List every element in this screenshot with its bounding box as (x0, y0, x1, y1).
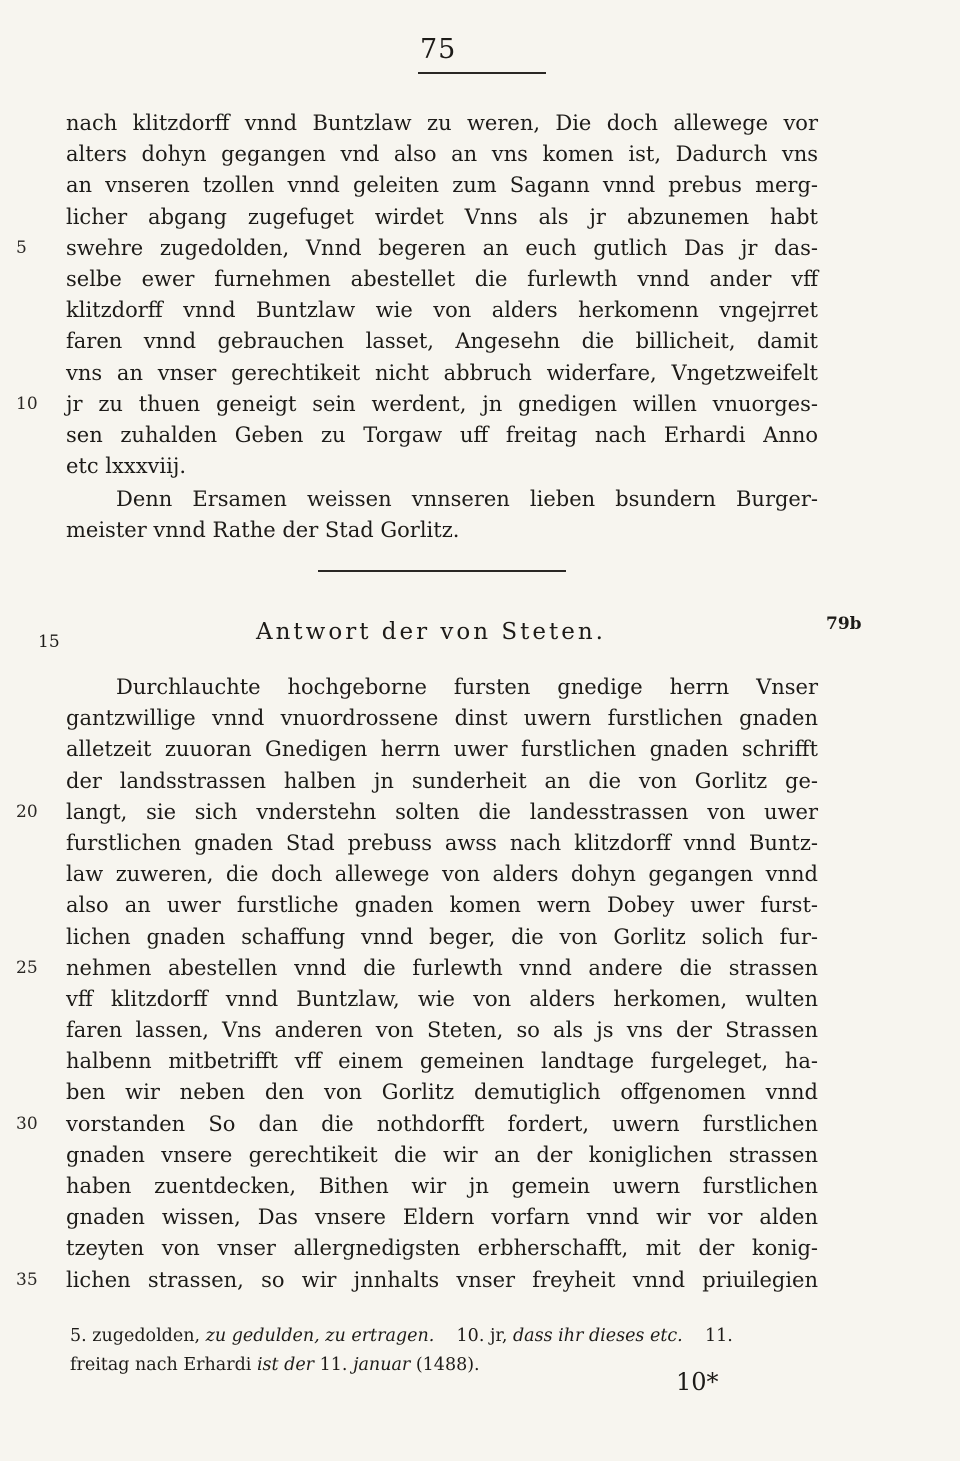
line-text: lichen gnaden schaffung vnnd beger, die von Gorlitz solich fur- (66, 924, 818, 949)
footnote-year: (1488). (415, 1355, 480, 1375)
line-text: sen zuhalden Geben zu Torgaw uff freitag nach Erhardi Anno (66, 422, 818, 447)
line-text: lichen strassen, so wir jnnhalts vnser freyheit vnnd priuilegien (66, 1267, 818, 1292)
line-text: gnaden vnsere gerechtikeit die wir an der koniglichen strassen (66, 1142, 818, 1167)
line-text: langt, sie sich vnderstehn solten die landesstrassen von uwer (66, 799, 818, 824)
line-text: faren lassen, Vns anderen von Steten, so als js vns der Strassen (66, 1018, 818, 1043)
line-text: nach klitzdorff vnnd Buntzlaw zu weren, Die doch allewege vor (66, 111, 818, 135)
line-text: halbenn mitbetrifft vff einem gemeinen landtage furgeleget, ha- (66, 1049, 818, 1074)
text-line (66, 1140, 818, 1171)
text-line (66, 1233, 818, 1264)
line-text: vff klitzdorff vnnd Buntzlaw, wie von alders herkomen, wulten (66, 986, 818, 1011)
line-text: ben wir neben den von Gorlitz demutiglich offgenomen vnnd (66, 1080, 818, 1105)
text-line (66, 295, 818, 326)
line-text: licher abgang zugefuget wirdet Vnns als jr abzunemen habt (66, 204, 818, 229)
footnote-date: 11. (319, 1355, 348, 1375)
footnote-label: 10. (456, 1326, 485, 1346)
line-number: 20 (16, 801, 38, 822)
line-number: 10 (16, 393, 38, 414)
text-line (66, 672, 818, 703)
footnote-word: zugedolden, (92, 1326, 201, 1346)
line-text: alletzeit zuuoran Gnedigen herrn uwer furstlichen gnaden schrifft (66, 737, 818, 762)
footnote-gloss: ist der (256, 1355, 315, 1375)
text-line (66, 734, 818, 765)
line-text: selbe ewer furnehmen abestellet die furlewth vnnd ander vff (66, 266, 818, 291)
line-text: vns an vnser gerechtikeit nicht abbruch widerfare, Vngetzweifelt (66, 360, 818, 385)
line-text: klitzdorff vnnd Buntzlaw wie von alders herkomenn vngejrret (66, 298, 818, 323)
section-separator (318, 570, 566, 572)
line-text: an vnseren tzollen vnnd geleiten zum Sagann vnnd prebus merg- (66, 173, 818, 198)
footnote-label: 5. (70, 1326, 87, 1346)
text-line (16, 953, 818, 984)
line-number: 25 (16, 957, 38, 978)
text-line (16, 1109, 818, 1140)
text-line (16, 797, 818, 828)
text-line (66, 139, 818, 170)
footnote-gloss: zu gedulden, zu ertragen. (205, 1326, 435, 1346)
line-text: tzeyten von vnser allergnedigsten erbherschafft, mit der konig- (66, 1236, 818, 1261)
line-text: gantzwillige vnnd vnuordrossene dinst uwern furstlichen gnaden (66, 706, 818, 731)
text-line (66, 766, 818, 797)
text-line (66, 420, 818, 451)
text-line (66, 1171, 818, 1202)
text-line (66, 108, 818, 139)
line-text: der landsstrassen halben jn sunderheit an die von Gorlitz ge- (66, 768, 818, 793)
address-block (66, 484, 818, 546)
line-number: 35 (16, 1269, 38, 1290)
footnote-label: 11. (705, 1326, 733, 1346)
text-line (66, 984, 818, 1015)
text-line (66, 202, 818, 233)
footnote-gloss: dass ihr dieses etc. (512, 1326, 683, 1346)
text-line (66, 1202, 818, 1233)
text-line (66, 451, 818, 482)
line-text: gnaden wissen, Das vnsere Eldern vorfarn vnnd wir vor alden (66, 1205, 818, 1230)
text-line (16, 233, 818, 264)
footnote-word: freitag nach Erhardi (70, 1355, 252, 1375)
text-line (66, 170, 818, 201)
footnote-word: jr, (489, 1326, 508, 1346)
text-line (66, 1046, 818, 1077)
line-text: haben zuentdecken, Bithen wir jn gemein uwern furstlichen (66, 1174, 818, 1198)
text-line (66, 828, 818, 859)
text-line (66, 1077, 818, 1108)
line-number: 5 (16, 237, 27, 258)
text-line (16, 1265, 818, 1296)
footnote-line (70, 1322, 822, 1351)
line-text: etc lxxxviij. (66, 454, 187, 479)
line-text: faren vnnd gebrauchen lasset, Angesehn die billicheit, damit (66, 329, 818, 354)
signature-mark: 10* (676, 1368, 719, 1396)
letter-text-block (16, 108, 818, 482)
line-text: furstlichen gnaden Stad prebuss awss nach klitzdorff vnnd Buntz- (66, 830, 818, 855)
page-number: 75 (420, 34, 457, 65)
section-heading: Antwort der von Steten. (256, 619, 606, 645)
text-line (66, 703, 818, 734)
text-line (66, 922, 818, 953)
line-text: meister vnnd Rathe der Stad Gorlitz. (66, 518, 460, 543)
text-line (66, 859, 818, 890)
text-line (66, 264, 818, 295)
text-line (66, 358, 818, 389)
text-line (66, 890, 818, 921)
line-text: nehmen abestellen vnnd die furlewth vnnd andere die strassen (66, 955, 818, 980)
reply-text-block (16, 672, 818, 1296)
page-number-rule (418, 72, 546, 74)
text-line (66, 1015, 818, 1046)
text-line (16, 389, 818, 420)
line-text: swehre zugedolden, Vnnd begeren an euch gutlich Das jr das- (66, 235, 818, 260)
folio-margin-note: 79b (826, 614, 862, 634)
line-text: Durchlauchte hochgeborne fursten gnedige herrn Vnser (116, 675, 818, 699)
line-text: also an uwer furstliche gnaden komen wern Dobey uwer furst- (66, 893, 818, 918)
text-line (66, 484, 818, 515)
line-text: jr zu thuen geneigt sein werdent, jn gnedigen willen vnuorges- (66, 391, 818, 416)
line-number: 30 (16, 1113, 38, 1134)
text-line (66, 326, 818, 357)
footnote-gloss: januar (353, 1355, 411, 1375)
text-line (66, 515, 818, 546)
line-number: 15 (38, 632, 60, 652)
line-text: vorstanden So dan die nothdorfft fordert, uwern furstlichen (66, 1111, 818, 1136)
line-text: law zuweren, die doch allewege von alders dohyn gegangen vnnd (66, 862, 818, 887)
line-text: alters dohyn gegangen vnd also an vns komen ist, Dadurch vns (66, 142, 818, 167)
line-text: Denn Ersamen weissen vnnseren lieben bsundern Burger- (116, 487, 818, 511)
